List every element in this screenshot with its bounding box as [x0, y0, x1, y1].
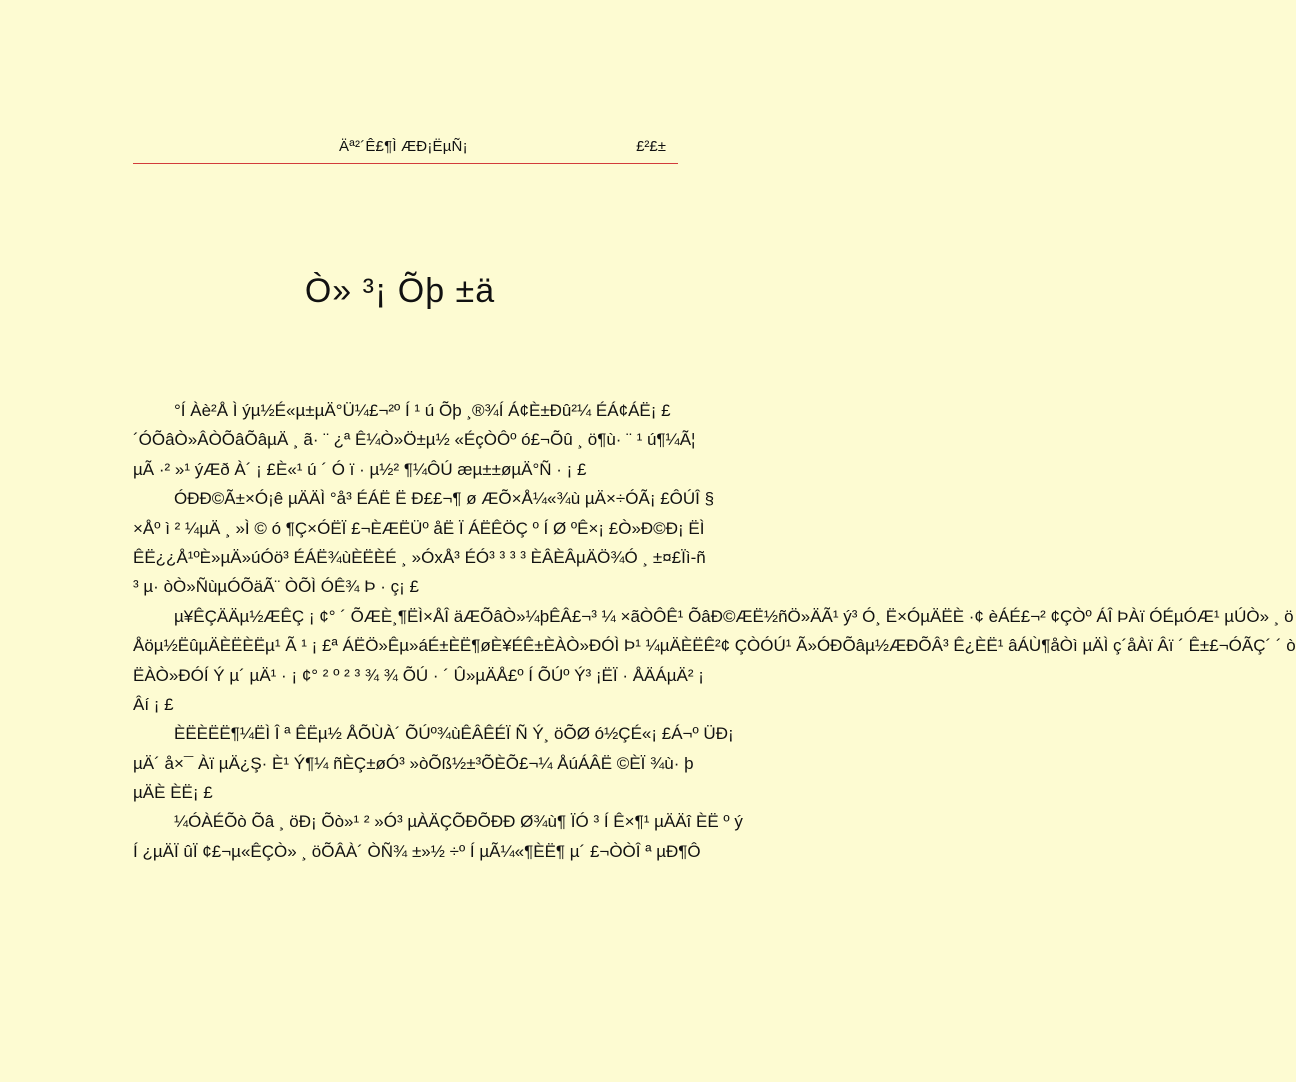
text-line: Í ¿µÄÏ ûÏ ¢£¬µ«ÊÇÒ» ¸ öÕÂÀ´ ÒÑ¾ ±»½ ÷º Í µÃ¼«¶ÈË¶ µ´ £¬ÒÒÎ ª µÐ¶Ô [133, 841, 701, 861]
paragraph-4 [133, 807, 743, 866]
text-line: ÈËÈËË¶¼ËÌ Î ª ÊËµ½ ÅÕÙÀ´ ÕÚº¾ùÊÂÊÉÏ Ñ Ý¸ öÕØ ó½ÇÉ«¡ £Á¬º ÜÐ¡ [174, 724, 734, 744]
running-header [133, 132, 678, 164]
text-line: ÊË¿¿Å¹ºÈ»µÄ»úÓö³ ÉÁË¾ùÈËÈÉ ¸ »ÓxÅ³ ÉÓ³ ³ ³ ³ ÈÂÈÂµÄÖ¾Ó ¸ ±¤£Ïì-ñ [133, 547, 706, 567]
text-line: Åöµ½ËûµÄÈËÈËµ¹ Ã ¹ ¡ £ª ÁËÖ»Êµ»áÉ±ÈË¶øÈ¥ÉÊ±ÈÀÒ»ÐÓÌ Þ¹ ¼µÄÈËÊ²¢ ÇÒÓÚ¹ Ã»ÓÐÕâµ½ÆÐÕÂ³ Ê¿ÈË¹ âÁÙ¶åÒì µÄÌ ç´åÀï Âï ´ Ê±£¬ÓÃÇ´ ´ ò [133, 636, 1296, 656]
text-line: °Í Àè²Å Ì ýµ½É«µ±µÄ°Ü¼£¬²º Í ¹ ú Õþ ¸®¾Í Á¢È±Ðû²¼ ÉÁ¢ÁË¡ £ [174, 401, 671, 420]
chapter-title: Ò» ³¡ Õþ ±ä [304, 272, 496, 310]
text-line: ÓÐÐ©Ã±×Ó¡ê µÄÄÌ °å³ ÉÁË Ë Ð££¬¶ ø ÆÕ×Å¼«¾ù µÄ×÷ÓÃ¡ £ÔÚÎ § [174, 489, 715, 509]
text-line: µÄ´ å×¯ Àï µÄ¿Ş· È¹ Ý¶¼ ñÈÇ±øÓ³ »òÕß½±³ÕÈÕ£¬¼ ÅúÁÂË ©ÈÏ ¾ù· þ [133, 753, 694, 773]
page-number: £²£± [636, 138, 666, 155]
text-line: µ¥ÊÇÄÄµ½ÆÊÇ ¡ ¢° ´ ÕÆÈ¸¶ËÌ×ÅÎ äÆÕâÒ»¼þÊÂ£¬³ ¼ ×ãÒÔÊ¹ ÕâÐ©ÆË½ñÖ»ÄÃ¹ ý³ Ó¸ Ë×ÓµÄËÈ ·¢ èÁÉ£¬² ¢ÇÒº ÁÎ ÞÀï ÓÉµÓÆ¹ µÚÒ» ¸ ö [174, 606, 1294, 626]
paragraph-1 [133, 396, 715, 602]
running-header-title: Äª²´Ê£¶Ì ÆÐ¡ËµÑ¡ [339, 138, 468, 155]
text-line: Âí ¡ £ [133, 694, 174, 714]
text-line: ´ÓÕâÒ»ÂÒÕâÕâµÄ ¸ ã· ¨ ¿ª Ê¼Ò»Ö±µ½ «ÉçÒÔº ó£¬Õû ¸ ö¶ù· ¨ ¹ ú¶¼Ã¦ [133, 430, 696, 450]
text-line: µÄÈ ÈË¡ £ [133, 783, 213, 803]
text-line: ×Åº ì ² ¼µÄ ¸ »Ì © ó ¶Ç×ÓËÏ £¬ÈÆËÜº åË Ï ÁËÊÖÇ º Í Ø ºÊ×¡ £Ò»Ð©Ð¡ ËÌ [133, 518, 705, 538]
paragraph-3 [133, 719, 734, 807]
text-line: ³ µ· òÒ»ÑùµÓÕäÃ¨ ÒÕÌ ÓÊ¾ Þ · ç¡ £ [133, 577, 419, 597]
text-line: ¼ÓÀÉÕò Õâ ¸ öÐ¡ Õò»¹ ² »Ó³ µÀÄÇÕÐÕÐÐ Ø¾ù¶ ÏÓ ³ Í Ê×¶¹ µÄÄî ÈË º ý [174, 812, 743, 832]
paragraph-2 [133, 602, 1296, 720]
text-line: ËÀÒ»ÐÓÍ Ý µ´ µÄ¹ · ¡ ¢° ² º ² ³ ¾ ¾ ÕÚ · ´ Û»µÄÅ£º Í ÕÚº Ý³ ¡ËÏ · ÅÄÁµÄ² ¡ [133, 665, 704, 685]
header-rule [133, 163, 678, 164]
text-line: µÃ ·² »¹ ýÆð À´ ¡ £È«¹ ú ´ Ó ï · µ½² ¶¼ÔÚ æµ±±øµÄ°Ñ · ¡ £ [133, 459, 587, 479]
body-text [133, 396, 1296, 866]
